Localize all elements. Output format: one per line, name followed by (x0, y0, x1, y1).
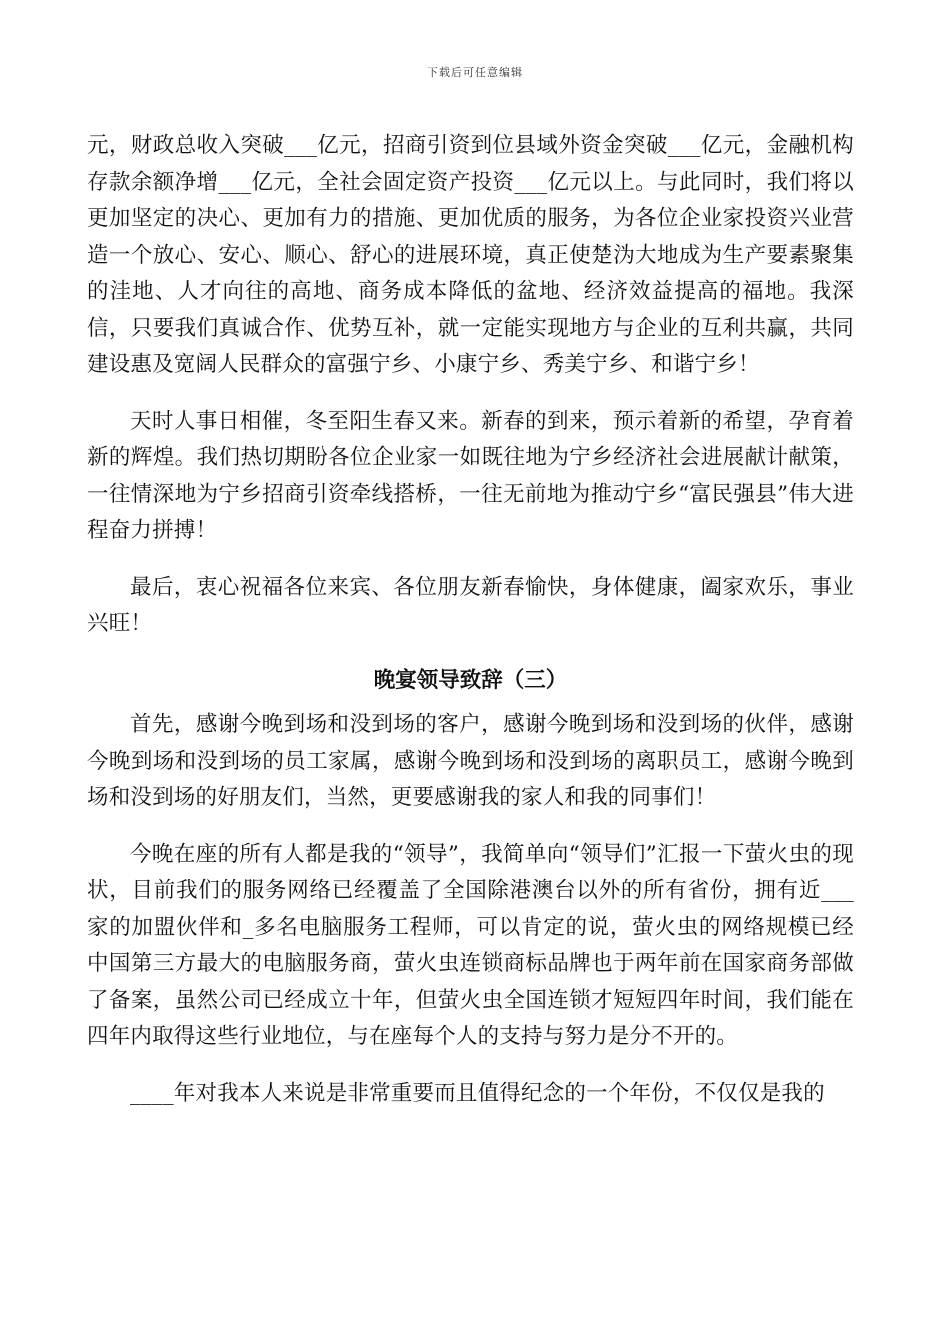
document-body (87, 128, 854, 1112)
paragraph: 最后，衷心祝福各位来宾、各位朋友新春愉快，身体健康，阖家欢乐，事业兴旺！ (87, 574, 854, 636)
page-header: 下载后可任意编辑 (427, 66, 523, 79)
section-title: 晚宴领导致辞（三） (373, 667, 568, 693)
paragraph-continued: 元，财政总收入突破___亿元，招商引资到位县域外资金突破___亿元，金融机构存款余额净增___亿元，全社会固定资产投资___亿元以上。与此同时，我们将以更加坚定的决心、更加有力的措施、更加优质的服务，为各位企业家投资兴业营造一个放心、安心、顺心、舒心的进展环境，真正使楚沩大地成为生产要素聚集的洼地、人才向往的高地、商务成本降低的盆地、经济效益提高的福地。我深信，只要我们真诚合作、优势互补，就一定能实现地方与企业的互利共赢，共同建设惠及宽阔人民群众的富强宁乡、小康宁乡、秀美宁乡、和谐宁乡！ (87, 133, 854, 377)
paragraph: 今晚在座的所有人都是我的“领导”，我简单向“领导们”汇报一下萤火虫的现状，目前我们的服务网络已经覆盖了全国除港澳台以外的所有省份，拥有近___家的加盟伙伴和_多名电脑服务工程师，可以肯定的说，萤火虫的网络规模已经中国第三方最大的电脑服务商，萤火虫连锁商标品牌也于两年前在国家商务部做了备案，虽然公司已经成立十年，但萤火虫全国连锁才短短四年时间，我们能在四年内取得这些行业地位，与在座每个人的支持与努力是分不开的。 (87, 841, 854, 1049)
paragraph: ____年对我本人来说是非常重要而且值得纪念的一个年份，不仅仅是我的 (130, 1080, 825, 1106)
paragraph: 天时人事日相催，冬至阳生春又来。新春的到来，预示着新的希望，孕育着新的辉煌。我们热切期盼各位企业家一如既往地为宁乡经济社会进展献计献策，一往情深地为宁乡招商引资牵线搭桥，一往无前地为推动宁乡“富民强县”伟大进程奋力拼搏！ (87, 408, 854, 543)
paragraph: 首先，感谢今晚到场和没到场的客户，感谢今晚到场和没到场的伙伴，感谢今晚到场和没到场的员工家属，感谢今晚到场和没到场的离职员工，感谢今晚到场和没到场的好朋友们，当然，更要感谢我的家人和我的同事们！ (87, 712, 854, 810)
